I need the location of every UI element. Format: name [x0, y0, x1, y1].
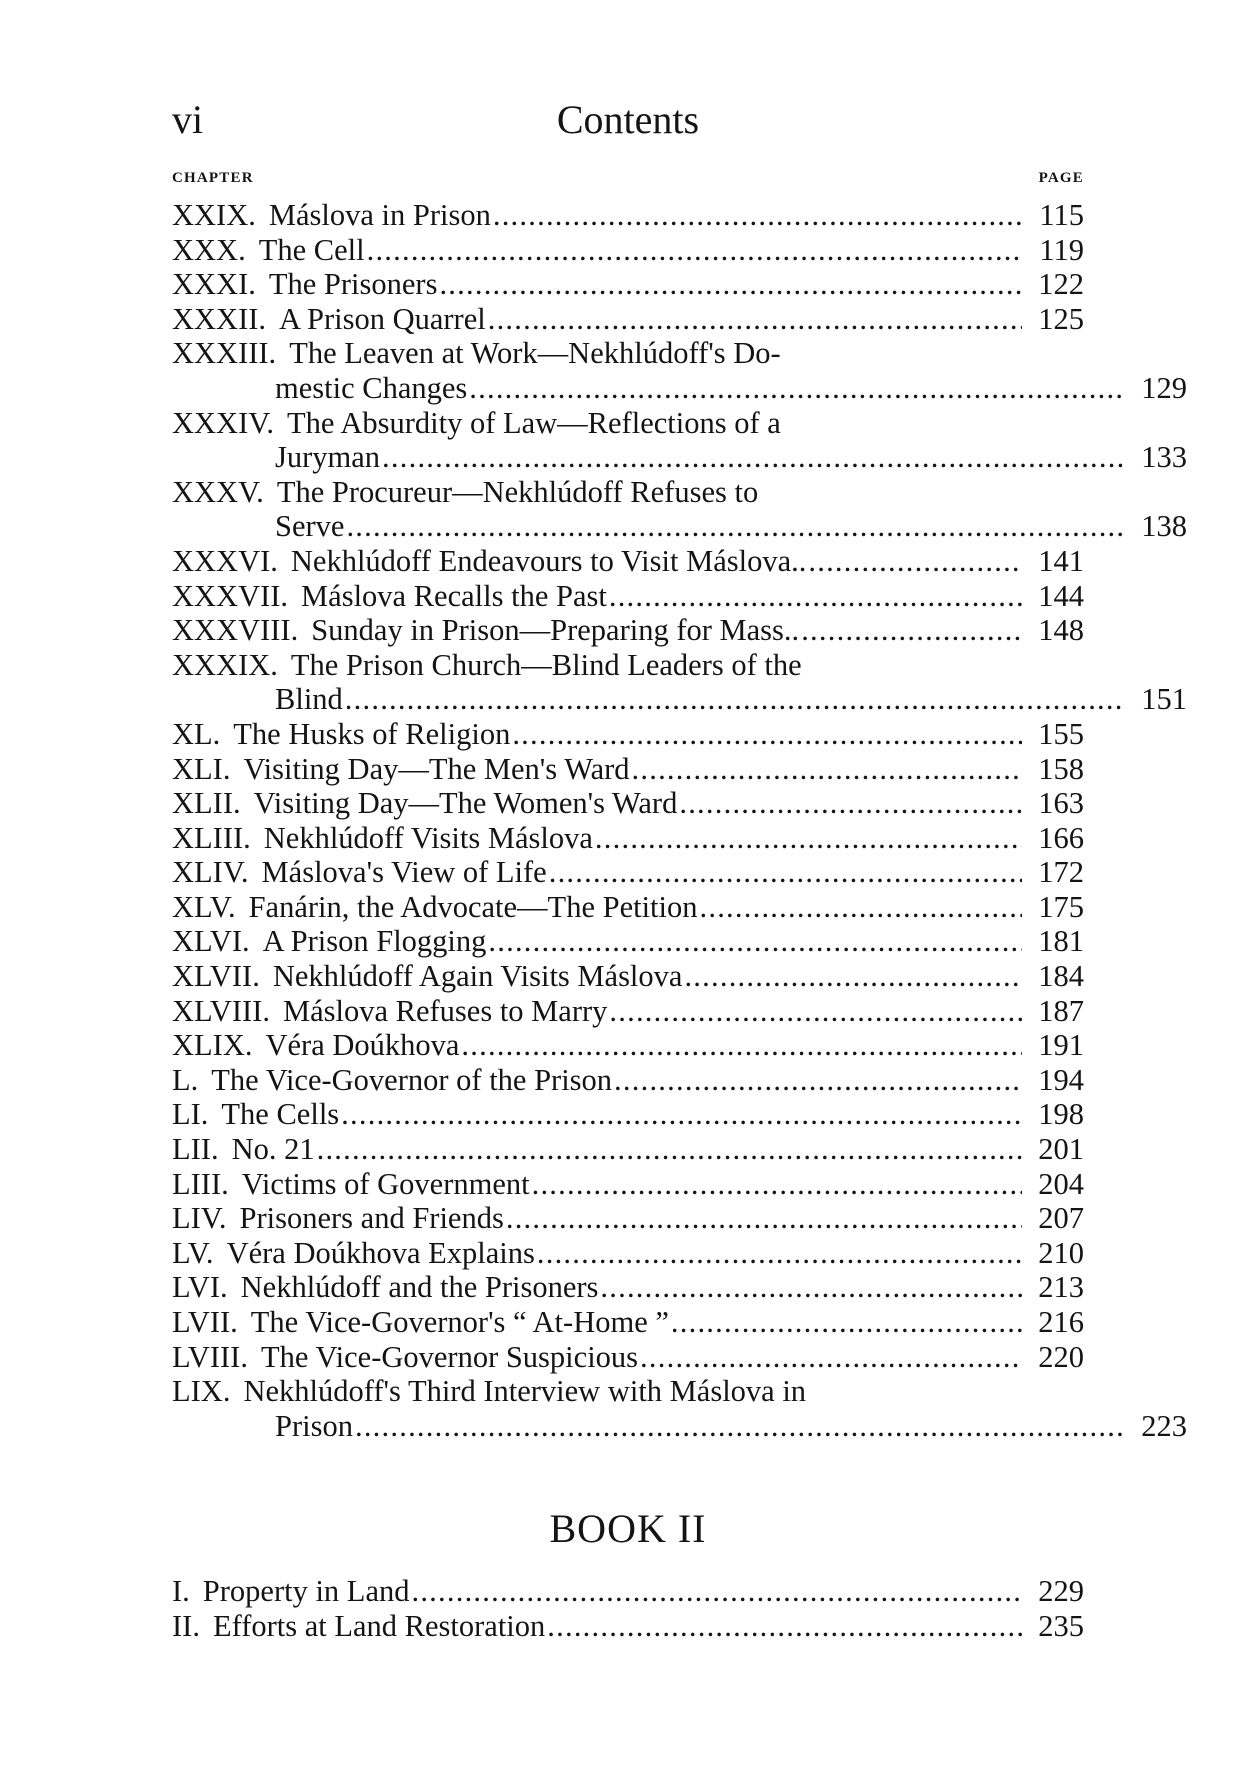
page-ref: 194: [1038, 1062, 1084, 1097]
dot-leader: [512, 717, 1022, 752]
chapter-title: The Vice-Governor Suspicious: [260, 1339, 639, 1374]
dot-leader: [488, 924, 1022, 959]
toc-entry: [172, 959, 1084, 994]
page-ref: 213: [1038, 1270, 1084, 1305]
page-ref: 191: [1038, 1028, 1084, 1063]
page-ref: 204: [1038, 1166, 1084, 1201]
dot-leader: [614, 1063, 1022, 1098]
dot-leader: [632, 752, 1022, 787]
chapter-number: XXXIV.: [172, 405, 274, 440]
dot-leader: [537, 1236, 1022, 1271]
dot-leader: [609, 994, 1022, 1029]
page-ref: 181: [1038, 924, 1084, 959]
page-ref: 125: [1038, 301, 1084, 336]
toc-entry: [172, 1374, 1187, 1443]
page-ref: 115: [1039, 198, 1084, 232]
chapter-number: XXXII.: [172, 301, 267, 336]
toc-entry: [172, 233, 1084, 268]
chapter-title: Máslova Recalls the Past: [301, 578, 607, 613]
dot-leader: [411, 1574, 1022, 1609]
chapter-number: XXXV.: [172, 474, 264, 509]
chapter-title: A Prison Quarrel: [279, 301, 486, 336]
page-ref: 141: [1038, 543, 1084, 578]
dot-leader: [469, 371, 1125, 406]
chapter-number: L.: [172, 1062, 199, 1097]
page-ref: 122: [1038, 267, 1084, 302]
dot-leader: [801, 613, 1022, 648]
chapter-title: Máslova in Prison: [268, 198, 491, 232]
chapter-title: Nekhlúdoff and the Prisoners: [240, 1270, 599, 1305]
chapter-title: Visiting Day—The Men's Ward: [243, 751, 630, 786]
chapter-title: Prisoners and Friends: [239, 1201, 504, 1236]
page-ref: 220: [1038, 1339, 1084, 1374]
chapter-number: LV.: [172, 1235, 214, 1270]
toc-entry: [172, 752, 1084, 787]
dot-leader: [595, 821, 1022, 856]
page-ref: 201: [1038, 1132, 1084, 1167]
toc-entry: [172, 1167, 1084, 1202]
running-title: Contents: [556, 97, 700, 142]
toc-entry: [172, 647, 1187, 717]
page-ref: 223: [1141, 1408, 1187, 1443]
running-head: [172, 92, 1084, 148]
chapter-title-line-1: Nekhlúdoff's Third Interview with Máslova in: [243, 1374, 807, 1409]
page-ref: 175: [1038, 889, 1084, 924]
chapter-title: The Husks of Religion: [233, 716, 511, 751]
toc-entry: [172, 890, 1084, 925]
page-ref: 138: [1141, 509, 1187, 544]
chapter-number: XLI.: [172, 751, 231, 786]
toc-entry: [172, 994, 1084, 1029]
chapter-number: XXX.: [172, 232, 246, 267]
chapter-title-line-1: The Procureur—Nekhlúdoff Refuses to: [276, 474, 759, 509]
chapter-number: LIV.: [172, 1201, 227, 1236]
page-ref: 119: [1039, 232, 1084, 267]
toc-entry: [172, 1063, 1084, 1098]
chapter-title: The Vice-Governor of the Prison: [211, 1062, 613, 1097]
toc-entry: [172, 786, 1084, 821]
chapter-title: Nekhlúdoff Visits Máslova: [263, 820, 593, 855]
dot-leader: [461, 1028, 1022, 1063]
toc-entry: [172, 821, 1084, 856]
page-ref: 187: [1038, 993, 1084, 1028]
toc-entry: [172, 855, 1084, 890]
page-ref: 144: [1038, 578, 1084, 613]
toc-entry: [172, 1028, 1084, 1063]
chapter-number: XLVIII.: [172, 993, 270, 1028]
chapter-number: I.: [172, 1574, 190, 1608]
page-ref: 163: [1038, 786, 1084, 821]
chapter-number: XL.: [172, 716, 221, 751]
page-ref: 166: [1038, 820, 1084, 855]
chapter-number: XXXVIII.: [172, 613, 299, 648]
chapter-title: The Cells: [221, 1097, 340, 1132]
toc-entry: [172, 579, 1084, 614]
toc-entry: [172, 1270, 1084, 1305]
chapter-title: Fanárin, the Advocate—The Petition: [248, 889, 698, 924]
chapter-number: XLV.: [172, 889, 236, 924]
chapter-title: Sunday in Prison—Preparing for Mass..: [311, 613, 800, 648]
chapter-title-line-2: mestic Changes: [275, 370, 468, 405]
chapter-title: The Vice-Governor's “ At-Home ”: [250, 1305, 669, 1339]
chapter-number: LI.: [172, 1097, 209, 1132]
chapter-title-line-1: The Leaven at Work—Nekhlúdoff's Do-: [289, 336, 781, 371]
chapter-number: LVIII.: [172, 1339, 248, 1374]
page-ref: 172: [1038, 855, 1084, 890]
dot-leader: [684, 959, 1022, 994]
dot-leader: [700, 890, 1023, 925]
chapter-number: XLII.: [172, 786, 241, 821]
page-ref: 148: [1038, 613, 1084, 648]
dot-leader: [506, 1201, 1022, 1236]
page-ref: 158: [1038, 751, 1084, 786]
chapter-title: Máslova's View of Life: [261, 855, 547, 890]
chapter-number: LIII.: [172, 1166, 229, 1201]
page-ref: 155: [1038, 716, 1084, 751]
chapter-title: Véra Doúkhova Explains: [226, 1235, 535, 1270]
toc-entry: [172, 1097, 1084, 1132]
table-of-contents-book-2: [172, 1574, 1084, 1643]
toc-entry: [172, 267, 1084, 302]
dot-leader: [355, 1409, 1125, 1444]
chapter-title-line-1: The Prison Church—Blind Leaders of the: [290, 647, 802, 682]
chapter-title: Visiting Day—The Women's Ward: [253, 786, 678, 821]
chapter-title: Victims of Government: [241, 1166, 530, 1201]
page-ref: 210: [1038, 1235, 1084, 1270]
chapter-title: No. 21: [231, 1132, 315, 1167]
dot-leader: [345, 682, 1125, 717]
toc-entry: [172, 924, 1084, 959]
dot-leader: [671, 1305, 1022, 1340]
dot-leader: [640, 1340, 1022, 1375]
page-column-label: PAGE: [1038, 170, 1084, 186]
chapter-title-line-2: Juryman: [275, 440, 381, 475]
toc-entry: [172, 405, 1187, 475]
dot-leader: [367, 233, 1022, 268]
chapter-title-line-2: Serve: [275, 509, 345, 544]
dot-leader: [600, 1270, 1022, 1305]
chapter-number: XXIX.: [172, 198, 256, 232]
dot-leader: [549, 855, 1022, 890]
page-ref: 133: [1141, 440, 1187, 475]
chapter-number: XLIV.: [172, 855, 249, 890]
page-ref: 198: [1038, 1097, 1084, 1132]
chapter-number: LIX.: [172, 1374, 231, 1409]
toc-entry: [172, 1132, 1084, 1167]
chapter-title-line-2: Blind: [275, 682, 343, 717]
dot-leader: [346, 509, 1125, 544]
page-ref: 216: [1038, 1305, 1084, 1339]
chapter-title: The Cell: [258, 232, 365, 267]
dot-leader: [382, 440, 1125, 475]
chapter-number: XLVII.: [172, 959, 260, 994]
chapter-title-line-1: The Absurdity of Law—Reflections of a: [286, 405, 781, 440]
chapter-title: The Prisoners: [268, 267, 438, 302]
dot-leader: [679, 786, 1022, 821]
chapter-number: XXXVI.: [172, 543, 278, 578]
toc-entry: [172, 1609, 1084, 1644]
dot-leader: [609, 579, 1022, 614]
chapter-number: XLIII.: [172, 820, 251, 855]
toc-entry: [172, 613, 1084, 648]
toc-entry: [172, 1574, 1084, 1609]
page-ref: 151: [1141, 682, 1187, 717]
chapter-number: LII.: [172, 1132, 219, 1167]
toc-entry: [172, 302, 1084, 337]
chapter-title: Nekhlúdoff Endeavours to Visit Máslova..: [290, 543, 807, 578]
chapter-number: XXXIII.: [172, 336, 277, 371]
page-ref: 229: [1038, 1574, 1084, 1608]
dot-leader: [493, 198, 1022, 233]
page-ref: 235: [1038, 1608, 1084, 1643]
chapter-title: Máslova Refuses to Marry: [282, 993, 608, 1028]
page-ref: 129: [1141, 370, 1187, 405]
toc-entry: [172, 474, 1187, 544]
chapter-number: XXXVII.: [172, 578, 289, 613]
toc-entry: [172, 1340, 1084, 1375]
dot-leader: [317, 1132, 1022, 1167]
chapter-title: Property in Land: [202, 1574, 410, 1608]
chapter-number: XLVI.: [172, 924, 250, 959]
page-ref: 184: [1038, 959, 1084, 994]
dot-leader: [547, 1609, 1022, 1644]
chapter-column-label: CHAPTER: [172, 170, 254, 186]
toc-entry: [172, 717, 1084, 752]
chapter-number: LVII.: [172, 1305, 238, 1339]
dot-leader: [341, 1097, 1022, 1132]
table-of-contents-book-1: [172, 198, 1187, 1443]
toc-entry: [172, 1201, 1084, 1236]
toc-entry: [172, 1236, 1084, 1271]
page-number: vi: [172, 97, 204, 142]
toc-entry: [172, 544, 1084, 579]
chapter-title: A Prison Flogging: [262, 924, 487, 959]
book-heading: BOOK II: [549, 1506, 707, 1551]
dot-leader: [439, 267, 1022, 302]
chapter-number: II.: [172, 1608, 200, 1643]
dot-leader: [808, 544, 1022, 579]
chapter-number: XXXI.: [172, 267, 256, 302]
chapter-number: XLIX.: [172, 1028, 253, 1063]
page-ref: 207: [1038, 1201, 1084, 1236]
toc-entry: [172, 198, 1084, 233]
toc-entry: [172, 336, 1187, 405]
chapter-number: XXXIX.: [172, 647, 278, 682]
chapter-number: LVI.: [172, 1270, 228, 1305]
chapter-title: Efforts at Land Restoration: [212, 1608, 546, 1643]
chapter-title: Nekhlúdoff Again Visits Máslova: [272, 959, 683, 994]
dot-leader: [532, 1167, 1022, 1202]
dot-leader: [488, 302, 1022, 337]
toc-entry: [172, 1305, 1084, 1340]
chapter-title: Véra Doúkhova: [265, 1028, 460, 1063]
chapter-title-line-2: Prison: [275, 1408, 353, 1443]
